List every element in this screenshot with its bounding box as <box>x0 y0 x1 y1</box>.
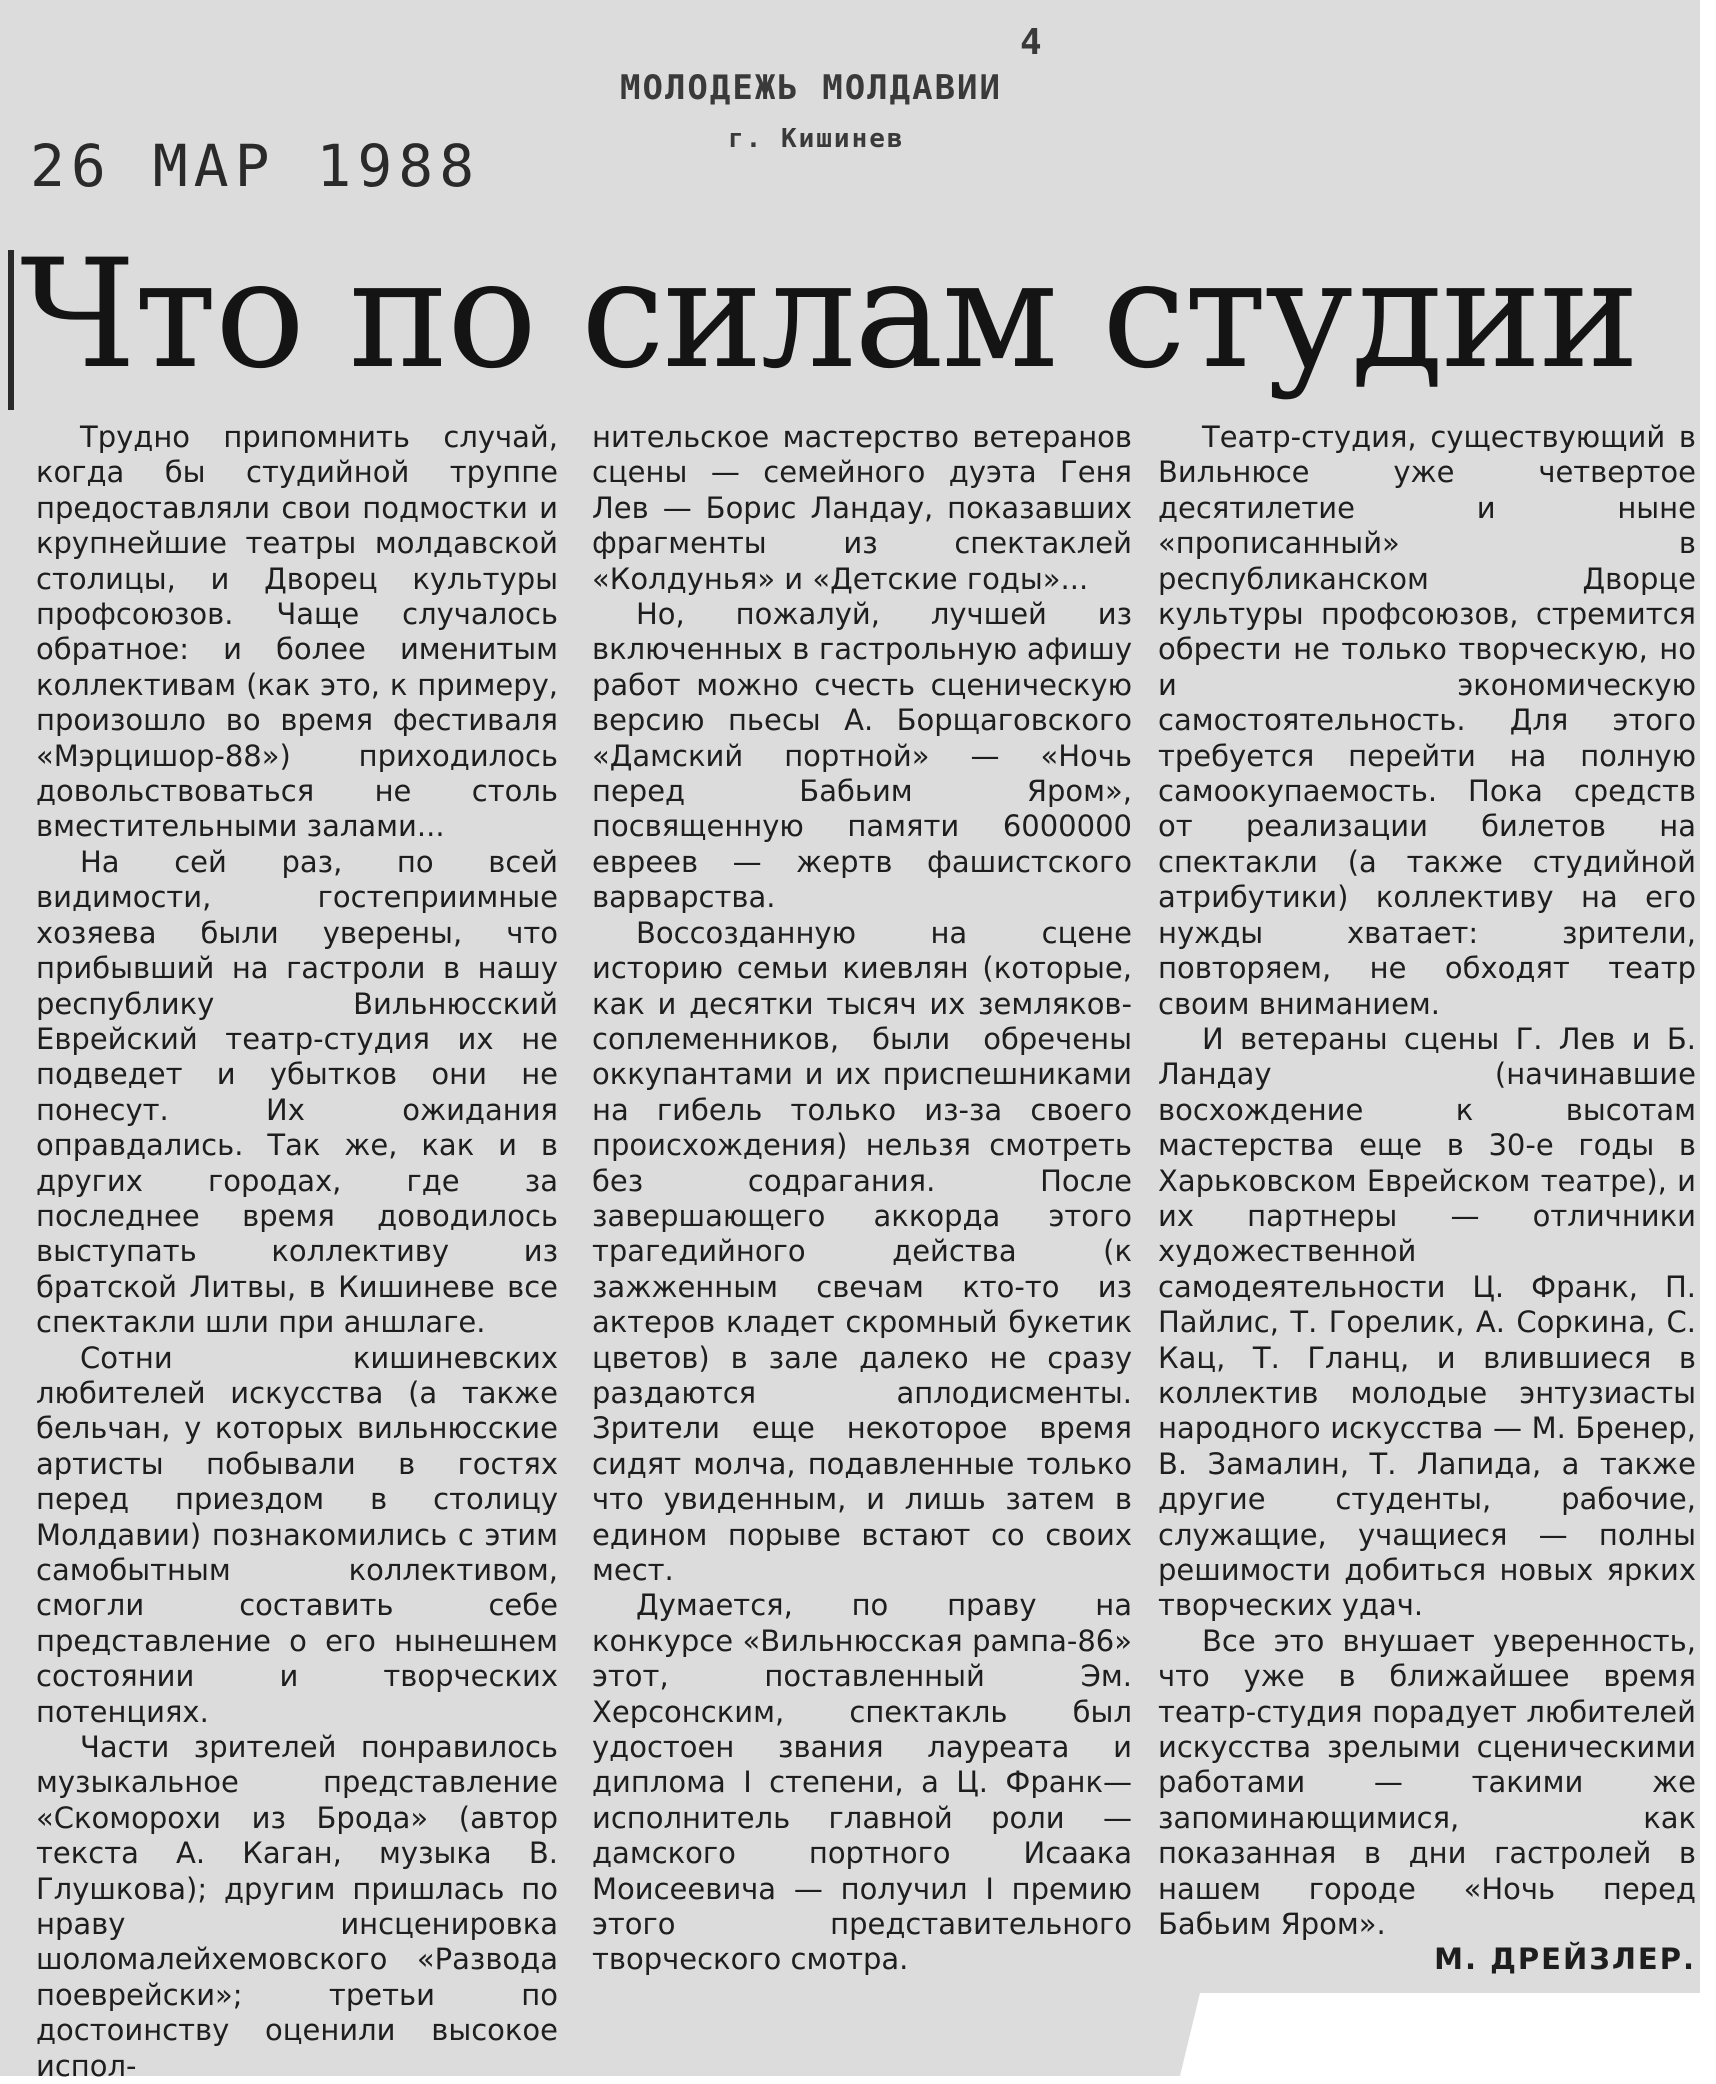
city-stamp: г. Кишинев <box>728 124 905 154</box>
paragraph: Трудно припомнить случай, когда бы студийной труппе предоставляли свои подмостки и крупнейшие театры молдавской столицы, и Дворец культуры профсоюзов. Чаще случалось обратное: и более именитым коллективам (как это, к примеру, произошло во время фестиваля «Мэрцишор-88») приходилось довольствоваться не столь вместительными залами... <box>36 420 558 844</box>
page-number: 4 <box>1020 22 1042 63</box>
paragraph: На сей раз, по всей видимости, гостеприимные хозяева были уверены, что прибывший на гастроли в нашу республику Вильнюсский Еврейский театр-студия их не подведет и убытков они не понесут. Их ожидания оправдались. Так же, как и в других городах, где за последнее время доводилось выступать коллективу из братской Литвы, в Кишиневе все спектакли шли при аншлаге. <box>36 844 558 1340</box>
author-signature: М. ДРЕЙЗЛЕР. <box>1434 1942 1696 1977</box>
article-title: Что по силам студии <box>20 228 1638 402</box>
article-column-3 <box>1158 420 1696 1978</box>
newspaper-name-stamp: МОЛОДЕЖЬ МОЛДАВИИ <box>620 68 1002 108</box>
paragraph: Воссозданную на сцене историю семьи киевлян (которые, как и десятки тысяч их земляков-соплеменников, были обречены оккупантами и их приспешниками на гибель только из-за своего происхождения) нельзя смотреть без содрагания. После завершающего аккорда этого трагедийного действа (к зажженным свечам кто-то из актеров кладет скромный букетик цветов) в зале далеко не сразу раздаются аплодисменты. Зрители еще некоторое время сидят молча, подавленные только что увиденным, и лишь затем в едином порыве встают со своих мест. <box>592 915 1132 1587</box>
paragraph: Части зрителей понравилось музыкальное представление «Скоморохи из Брода» (автор текста А. Каган, музыка В. Глушкова); другим пришлась по нраву инсценировка шоломалейхемовского «Развода поеврейски»; третьи по достоинству оценили высокое испол- <box>36 1730 558 2083</box>
paragraph: Театр-студия, существующий в Вильнюсе уже четвертое десятилетие и ныне «прописанный» в республиканском Дворце культуры профсоюзов, стремится обрести не только творческую, но и экономическую самостоятельность. Для этого требуется перейти на полную самоокупаемость. Пока средств от реализации билетов на спектакли (а также студийной атрибутики) коллективу на его нужды хватает: зрители, повторяем, не обходят театр своим вниманием. <box>1158 420 1696 1021</box>
paragraph: Сотни кишиневских любителей искусства (а также бельчан, у которых вильнюсские артисты побывали в гостях перед приездом в столицу Молдавии) познакомились с этим самобытным коллективом, смогли составить себе представление о его нынешнем состоянии и творческих потенциях. <box>36 1340 558 1729</box>
date-stamp: 26 МАР 1988 <box>30 132 481 200</box>
paragraph: И ветераны сцены Г. Лев и Б. Ландау (начинавшие восхождение к высотам мастерства еще в 30-е годы в Харьковском Еврейском театре), и их партнеры — отличники художественной самодеятельности Ц. Франк, П. Пайлис, Т. Горелик, А. Соркина, С. Кац, Т. Гланц, и влившиеся в коллектив молодые энтузиасты народного искусства — М. Бренер, В. Замалин, Т. Лапида, а также другие студенты, рабочие, служащие, учащиеся — полны решимости добиться новых ярких творческих удач. <box>1158 1021 1696 1623</box>
paragraph: Думается, по праву на конкурсе «Вильнюсская рампа-86» этот, поставленный Эм. Херсонским, спектакль был удостоен звания лауреата и диплома I степени, а Ц. Франк—исполнитель главной роли — дамского портного Исаака Моисеевича — получил I премию этого представительного творческого смотра. <box>592 1588 1132 1977</box>
article-column-2 <box>592 420 1132 1978</box>
paragraph: Но, пожалуй, лучшей из включенных в гастрольную афишу работ можно счесть сценическую версию пьесы А. Борщаговского «Дамский портной» — «Ночь перед Бабьим Яром», посвященную памяти 6000000 евреев — жертв фашистского варварства. <box>592 597 1132 915</box>
article-column-1 <box>36 420 558 2084</box>
paragraph: Все это внушает уверенность, что уже в ближайшее время театр-студия порадует любителей искусства зрелыми сценическими работами — такими же запоминающимися, как показанная в дни гастролей в нашем городе «Ночь перед Бабьим Яром». <box>1158 1623 1696 1942</box>
paragraph: нительское мастерство ветеранов сцены — семейного дуэта Геня Лев — Борис Ландау, показавших фрагменты из спектаклей «Колдунья» и «Детские годы»... <box>592 420 1132 596</box>
left-margin-rule <box>8 250 14 410</box>
